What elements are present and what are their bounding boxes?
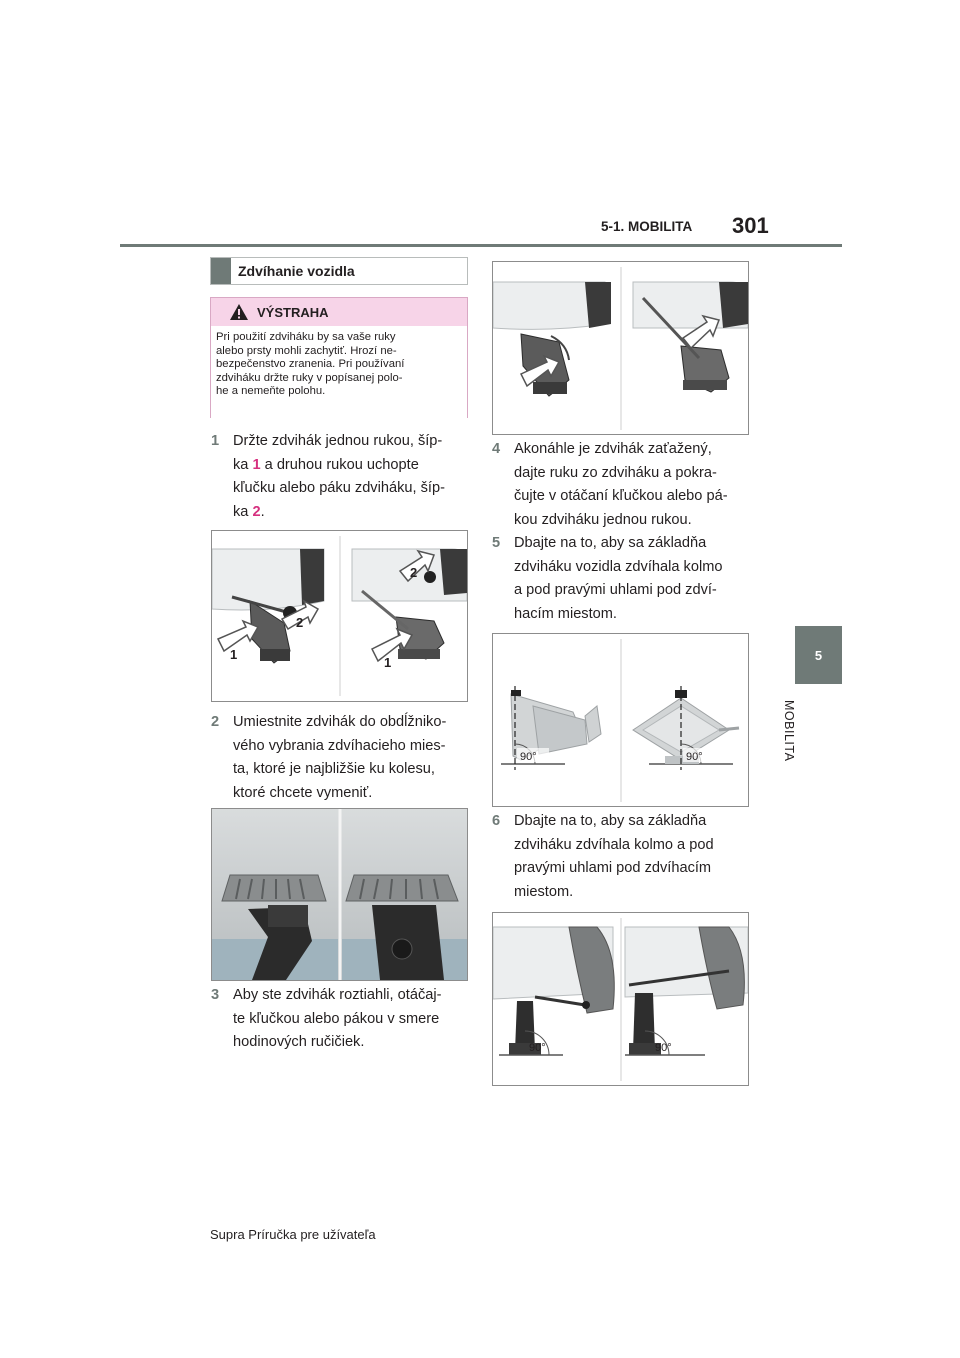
warning-line: Pri použití zdviháku by sa vaše ruky <box>216 331 396 343</box>
figure-jack-placement <box>211 808 468 981</box>
step-line: Aby ste zdvihák roztiahli, otáčaj- <box>233 987 442 1003</box>
fig-label: 2 <box>410 565 418 580</box>
chapter-label-text: MOBILITA <box>782 700 796 762</box>
section-title-bar <box>211 258 231 284</box>
step-line: hodinových ručičiek. <box>233 1034 365 1050</box>
step-line: dajte ruku zo zdviháku a pokra- <box>514 464 717 481</box>
warning-text <box>216 331 464 399</box>
jack-placement-illustration <box>212 809 467 980</box>
step-line: Dbajte na to, aby sa základňa <box>514 535 707 551</box>
step-6 <box>492 810 754 906</box>
chapter-tab <box>795 626 842 684</box>
step-line-part: a druhou rukou uchopte <box>260 456 419 473</box>
step-line: pravými uhlami pod zdvíhacím <box>514 860 712 876</box>
step-line: zdviháku zdvíhala kolmo a pod <box>514 836 714 853</box>
step-line: te kľučkou alebo pákou v smere <box>233 1010 440 1027</box>
figure-jack-crank <box>492 261 749 435</box>
step-text <box>514 810 714 904</box>
warning-line: he a nemeňte polohu. <box>216 385 326 398</box>
warning-box <box>210 297 468 418</box>
step-line-part: . <box>260 503 265 520</box>
jack-angle-diagram <box>493 634 748 806</box>
step-number: 6 <box>492 813 501 829</box>
step-line: Umiestnite zdvihák do obdĺžniko- <box>233 714 447 730</box>
step-text <box>233 430 445 524</box>
step-1 <box>211 430 471 526</box>
step-line: miestom. <box>514 883 574 900</box>
angle-label: 90° <box>686 751 703 763</box>
step-5 <box>492 532 754 628</box>
step-line: Akonáhle je zdvihák zaťažený, <box>514 441 712 457</box>
fig-label: 1 <box>230 647 238 662</box>
step-line: ktoré chcete vymeniť. <box>233 784 373 801</box>
step-number: 2 <box>211 714 220 730</box>
step-line: hacím miestom. <box>514 605 617 622</box>
step-line: kľučku alebo páku zdviháku, šíp- <box>233 480 445 496</box>
section-title: Zdvíhanie vozidla <box>238 263 355 279</box>
angle-label: 90° <box>520 751 537 763</box>
figure-jack-vehicle-angle <box>492 912 749 1086</box>
step-number: 1 <box>211 433 220 449</box>
step-text <box>233 984 441 1055</box>
step-line: Držte zdvihák jednou rukou, šíp- <box>233 433 443 449</box>
chapter-label <box>772 700 812 800</box>
warning-triangle-icon <box>229 303 249 321</box>
step-3 <box>211 984 471 1056</box>
step-number: 3 <box>211 987 220 1003</box>
footer: Supra Príručka pre užívateľa <box>210 1227 376 1242</box>
step-number: 5 <box>492 535 501 551</box>
step-text <box>514 438 728 532</box>
warning-line: alebo prsty mohli zachytiť. Hrozí ne- <box>216 344 397 357</box>
step-line <box>233 501 445 525</box>
warning-title: VÝSTRAHA <box>257 305 329 320</box>
step-text <box>514 532 722 626</box>
page-number: 301 <box>732 213 769 238</box>
jack-crank-illustration <box>493 262 748 434</box>
angle-label: 90° <box>529 1042 546 1054</box>
figure-jack-hold <box>211 530 468 702</box>
arrow-ref-1: 1 <box>252 456 261 473</box>
step-line-part: ka <box>233 503 253 520</box>
step-line: ta, ktoré je najbližšie ku kolesu, <box>233 761 435 777</box>
step-text <box>233 711 446 805</box>
fig-label: 1 <box>384 655 392 670</box>
jack-vehicle-angle-illustration <box>493 913 748 1085</box>
step-line: kou zdviháku jednou rukou. <box>514 511 692 528</box>
step-number: 4 <box>492 441 501 457</box>
arrow-ref-2: 2 <box>252 503 261 520</box>
header-rule <box>120 244 842 247</box>
step-line-part: ka <box>233 456 253 473</box>
step-2 <box>211 711 471 807</box>
step-4 <box>492 438 754 534</box>
step-line: Dbajte na to, aby sa základňa <box>514 813 707 829</box>
chapter-number: 5 <box>814 647 823 663</box>
warning-header <box>211 298 467 326</box>
figure-jack-angle <box>492 633 749 807</box>
step-line: čujte v otáčaní kľučkou alebo pá- <box>514 488 728 504</box>
section-title-box <box>210 257 468 285</box>
step-line <box>233 454 445 478</box>
section-header: 5-1. MOBILITA <box>601 219 693 234</box>
jack-hold-illustration <box>212 531 467 701</box>
warning-line: zdviháku držte ruky v popísanej polo- <box>216 371 403 384</box>
warning-line: bezpečenstvo zranenia. Pri používaní <box>216 358 405 371</box>
step-line: a pod pravými uhlami pod zdví- <box>514 582 717 598</box>
fig-label: 2 <box>296 615 304 630</box>
angle-label: 90° <box>655 1042 672 1054</box>
step-line: vého vybrania zdvíhacieho mies- <box>233 737 446 754</box>
step-line: zdviháku vozidla zdvíhala kolmo <box>514 558 723 575</box>
